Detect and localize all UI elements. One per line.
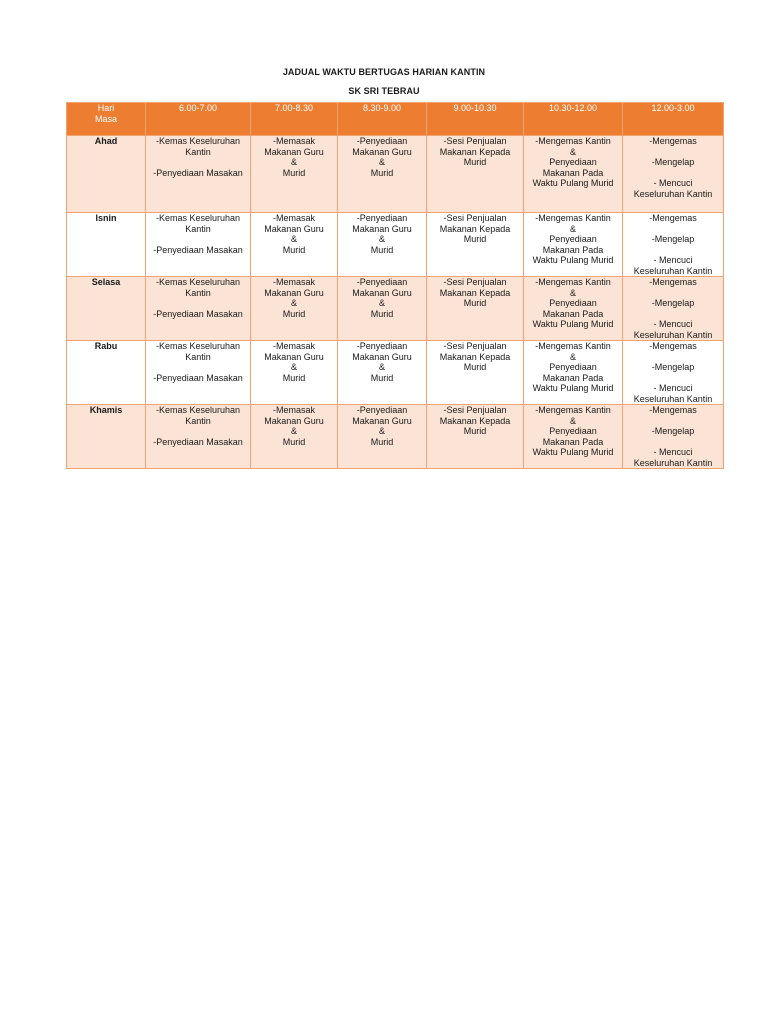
duty-text: Makanan Kepada [439,415,511,426]
header-row [67,103,724,136]
duty-text: Makanan Pada [542,167,604,178]
duty-text: -Kemas Keseluruhan [155,277,241,287]
duty-cell [427,136,524,213]
duty-text: Makanan Guru [352,415,412,426]
duty-text: & [290,157,297,167]
day-cell: Khamis [67,405,146,469]
day-cell: Rabu [67,341,146,405]
duty-text: Waktu Pulang Murid [532,447,614,457]
duty-cell [338,136,427,213]
duty-text: & [290,426,297,436]
duty-cell [146,213,251,277]
duty-cell [623,136,724,213]
day-cell: Selasa [67,277,146,341]
duty-text: -Sesi Penjualan [443,341,507,351]
duty-text: & [378,234,385,244]
duty-cell [251,136,338,213]
duty-text: Makanan Pada [542,372,604,383]
duty-text: Murid [370,372,394,383]
duty-text: & [290,362,297,372]
duty-cell [146,136,251,213]
line-gap [625,147,721,158]
duty-text: Penyediaan [549,157,597,167]
duty-text: -Mengelap [651,362,695,372]
corner-day-label: Hari [97,103,115,113]
duty-text: Keseluruhan Kantin [633,393,713,404]
duty-cell [251,405,338,469]
duty-text: -Sesi Penjualan [443,213,507,223]
duty-text: Murid [463,426,487,436]
duty-text: -Mengemas Kantin [535,277,611,287]
duty-text: -Mengemas [649,341,697,351]
duty-text: -Mengemas Kantin [535,341,611,351]
corner-time-label: Masa [94,113,117,124]
duty-cell [251,277,338,341]
duty-text: & [290,298,297,308]
duty-text: Kantin [185,287,211,298]
duty-text: Waktu Pulang Murid [532,178,614,188]
duty-text: - Mencuci [653,383,693,393]
duty-text: -Kemas Keseluruhan [155,405,241,415]
line-gap [625,245,721,256]
duty-cell [524,136,623,213]
duty-text: Kantin [185,146,211,157]
line-gap [148,234,248,245]
duty-text: Makanan Guru [352,223,412,234]
duty-text: Makanan Guru [264,351,324,362]
duty-text: & [569,415,576,426]
line-gap [625,437,721,448]
duty-text: Waktu Pulang Murid [532,383,614,393]
duty-text: Makanan Guru [264,146,324,157]
time-header: 7.00-8.30 [251,103,338,136]
duty-text: -Penyediaan Masakan [153,436,243,447]
duty-text: Murid [282,167,306,178]
document-title: JADUAL WAKTU BERTUGAS HARIAN KANTIN [282,67,486,77]
line-gap [625,352,721,363]
duty-text: - Mencuci [653,255,693,265]
duty-text: Penyediaan [549,362,597,372]
duty-text: Keseluruhan Kantin [633,265,713,276]
duty-text: -Sesi Penjualan [443,136,507,146]
duty-text: & [378,362,385,372]
duty-cell [146,341,251,405]
line-gap [148,362,248,373]
duty-cell [338,341,427,405]
duty-cell [623,213,724,277]
duty-text: Penyediaan [549,426,597,436]
line-gap [625,168,721,179]
duty-cell [338,277,427,341]
duty-text: -Mengemas Kantin [535,213,611,223]
duty-cell [524,277,623,341]
duty-text: Makanan Kepada [439,351,511,362]
duty-cell [146,277,251,341]
duty-cell [524,341,623,405]
duty-text: -Memasak [272,213,315,223]
duty-text: -Mengemas [649,405,697,415]
line-gap [625,416,721,427]
duty-text: Keseluruhan Kantin [633,457,713,468]
duty-text: Murid [370,308,394,319]
duty-text: Kantin [185,351,211,362]
duty-cell [251,213,338,277]
line-gap [148,426,248,437]
duty-text: -Penyediaan [356,341,408,351]
duty-text: -Penyediaan Masakan [153,372,243,383]
line-gap [625,224,721,235]
line-gap [148,157,248,168]
duty-text: Murid [282,308,306,319]
duty-text: - Mencuci [653,319,693,329]
duty-text: -Kemas Keseluruhan [155,213,241,223]
duty-text: -Sesi Penjualan [443,405,507,415]
duty-text: -Mengemas [649,136,697,146]
duty-text: -Penyediaan [356,213,408,223]
duty-text: Murid [463,157,487,167]
duty-text: Murid [282,372,306,383]
table-row [67,136,724,213]
duty-text: -Penyediaan [356,405,408,415]
duty-text: -Memasak [272,136,315,146]
duty-text: -Penyediaan Masakan [153,167,243,178]
duty-text: Murid [370,167,394,178]
duty-text: -Mengelap [651,426,695,436]
duty-text: Waktu Pulang Murid [532,319,614,329]
duty-text: -Mengemas Kantin [535,136,611,146]
duty-text: & [378,298,385,308]
duty-cell [427,405,524,469]
time-header: 6.00-7.00 [146,103,251,136]
duty-cell [623,341,724,405]
time-header: 10.30-12.00 [524,103,623,136]
duty-cell [623,405,724,469]
duty-text: Murid [463,234,487,244]
line-gap [625,309,721,320]
duty-text: Waktu Pulang Murid [532,255,614,265]
duty-text: Penyediaan [549,298,597,308]
duty-text: & [290,234,297,244]
duty-text: -Mengemas [649,213,697,223]
duty-text: -Mengelap [651,234,695,244]
duty-text: - Mencuci [653,447,693,457]
duty-text: Penyediaan [549,234,597,244]
line-gap [148,298,248,309]
duty-text: -Mengemas Kantin [535,405,611,415]
duty-cell [146,405,251,469]
duty-text: & [378,426,385,436]
time-header: 9.00-10.30 [427,103,524,136]
duty-text: -Kemas Keseluruhan [155,136,241,146]
duty-text: -Memasak [272,341,315,351]
duty-text: Makanan Guru [352,351,412,362]
duty-cell [427,341,524,405]
corner-header [67,103,146,136]
duty-text: -Kemas Keseluruhan [155,341,241,351]
duty-text: Makanan Pada [542,308,604,319]
table-row [67,405,724,469]
duty-text: Keseluruhan Kantin [633,188,713,199]
duty-cell [623,277,724,341]
school-name: SK SRI TEBRAU [348,86,420,96]
table-row [67,277,724,341]
duty-text: -Sesi Penjualan [443,277,507,287]
duty-text: & [378,157,385,167]
duty-text: -Penyediaan Masakan [153,244,243,255]
duty-text: & [569,287,576,298]
table-row [67,213,724,277]
day-cell: Isnin [67,213,146,277]
time-header: 12.00-3.00 [623,103,724,136]
day-cell: Ahad [67,136,146,213]
duty-cell [524,213,623,277]
duty-text: Makanan Kepada [439,223,511,234]
duty-cell [251,341,338,405]
duty-cell [524,405,623,469]
duty-text: Murid [282,244,306,255]
duty-text: Makanan Pada [542,436,604,447]
duty-text: -Mengelap [651,157,695,167]
duty-text: Murid [282,436,306,447]
duty-text: -Memasak [272,277,315,287]
schedule-table [66,102,724,469]
duty-text: Makanan Guru [352,287,412,298]
duty-text: Keseluruhan Kantin [633,329,713,340]
duty-text: Makanan Kepada [439,146,511,157]
duty-text: Murid [370,436,394,447]
duty-text: -Mengelap [651,298,695,308]
duty-text: Murid [463,362,487,372]
duty-text: Kantin [185,415,211,426]
duty-text: -Penyediaan [356,136,408,146]
duty-text: - Mencuci [653,178,693,188]
duty-text: Makanan Guru [264,287,324,298]
duty-text: Murid [463,298,487,308]
duty-cell [427,277,524,341]
duty-text: Makanan Kepada [439,287,511,298]
time-header: 8.30-9.00 [338,103,427,136]
duty-text: Makanan Pada [542,244,604,255]
duty-text: Makanan Guru [264,415,324,426]
table-row [67,341,724,405]
duty-text: & [569,146,576,157]
line-gap [625,373,721,384]
duty-cell [338,213,427,277]
duty-text: Makanan Guru [352,146,412,157]
duty-cell [427,213,524,277]
duty-text: Murid [370,244,394,255]
duty-text: -Mengemas [649,277,697,287]
duty-text: Kantin [185,223,211,234]
duty-text: & [569,351,576,362]
duty-text: & [569,223,576,234]
duty-text: -Penyediaan [356,277,408,287]
duty-text: -Penyediaan Masakan [153,308,243,319]
duty-cell [338,405,427,469]
duty-text: -Memasak [272,405,315,415]
duty-text: Makanan Guru [264,223,324,234]
line-gap [625,288,721,299]
